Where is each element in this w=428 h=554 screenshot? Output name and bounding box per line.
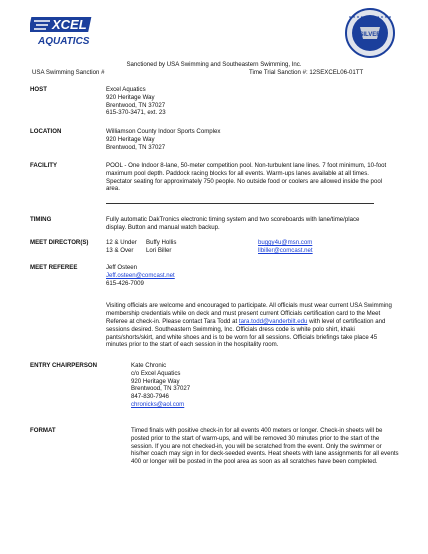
director-age-group: 12 & Under (106, 239, 137, 246)
entry-line: 847-830-7946 (131, 393, 169, 401)
officials-contact-email-link[interactable]: tara.todd@vanderbilt.edu (238, 317, 308, 325)
host-details (106, 86, 396, 117)
format-text: Timed finals with positive check-in for all events 400 meters or longer. Check-in sheets will be posted prior to the start of warm-ups, and will be removed 30 minutes prior to the start of the session. If you are not checked-in, you will be scratched from the event. Only the swimmer or his/her coach may sign in for deck-seeded events. Heat sheets with lane assignments for all events 400 or longer will be posted in the pool area as soon as all scratches have been completed. (131, 427, 399, 466)
entry-line: 920 Heritage Way (131, 377, 180, 385)
director-name: Lori Biller (146, 247, 172, 254)
meet-directors-label: MEET DIRECTOR(S) (30, 239, 89, 246)
entry-chairperson-details (131, 362, 331, 409)
meet-referee-label: MEET REFEREE (30, 264, 78, 271)
entry-line: c/o Excel Aquatics (131, 369, 181, 377)
facility-label: FACILITY (30, 162, 58, 169)
host-line: 615-370-3471, ext. 23 (106, 109, 166, 117)
officials-text: Visiting officials are welcome and encouraged to participate. All officials must wear current USA Swimming membership credentials while on deck and must present current Officials certification card to the Meet Referee at check-in. Please contact Tara Todd at (106, 302, 392, 325)
entry-email-link[interactable]: chronicks@aol.com (131, 400, 185, 408)
svg-text:XCEL: XCEL (52, 17, 87, 32)
director-email-link[interactable]: buggy4u@msn.com (258, 239, 313, 246)
sanction-line: Sanctioned by USA Swimming and Southeastern Swimming, Inc. (126, 61, 302, 68)
svg-text:AQUATICS: AQUATICS (38, 36, 90, 47)
facility-text: POOL - One Indoor 8-lane, 50-meter competition pool. Non-turbulent lane lines. 7 foot minimum, 10-foot maximum pool depth. Paddock racing blocks for all events. Warm-ups lanes available at all times. Spectator seating for approximately 750 people. No outside food or coolers are allowed inside the pool area. (106, 162, 387, 193)
director-email-link[interactable]: llbiller@comcast.net (258, 247, 313, 254)
location-line: Brentwood, TN 37027 (106, 143, 166, 151)
svg-text:SILVER: SILVER (359, 32, 381, 38)
entry-line: Kate Chronic (131, 362, 167, 369)
referee-details (106, 264, 394, 349)
host-line: 920 Heritage Way (106, 93, 155, 101)
divider-line (106, 203, 374, 204)
host-label: HOST (30, 86, 47, 93)
entry-line: Brentwood, TN 37027 (131, 385, 191, 393)
format-label: FORMAT (30, 427, 56, 434)
entry-chairperson-label: ENTRY CHAIRPERSON (30, 362, 98, 369)
location-line: 920 Heritage Way (106, 135, 155, 143)
location-line: Williamson County Indoor Sports Complex (106, 128, 221, 135)
excel-aquatics-logo (30, 14, 94, 48)
director-row (106, 239, 396, 247)
silver-medal-badge (341, 7, 399, 59)
director-age-group: 13 & Over (106, 247, 134, 254)
referee-email-link[interactable]: Jeff.osteen@comcast.net (106, 271, 175, 279)
host-line: Excel Aquatics (106, 86, 146, 93)
timing-label: TIMING (30, 216, 52, 223)
meet-directors-table (106, 239, 396, 255)
officials-text: with level of certification and sessions desired. Southeastern Swimming, Inc. Officials dress code is white polo shirt, khaki pants/shorts/skirt, and white shoes and is to be worn for all sessions. Officials briefings take place 45 minutes prior to the start of each session in the hospitality room. (106, 317, 386, 349)
host-line: Brentwood, TN 37027 (106, 101, 166, 109)
referee-name: Jeff Osteen (106, 264, 138, 271)
location-details (106, 128, 396, 151)
referee-phone: 615-426-7009 (106, 279, 144, 287)
time-trial-sanction: Time Trial Sanction #: 12SEXCEL06-01TT (249, 69, 364, 76)
officials-paragraph (106, 302, 394, 349)
usa-sanction-number: USA Swimming Sanction # (32, 69, 105, 76)
location-label: LOCATION (30, 128, 62, 135)
director-row (106, 247, 396, 255)
director-name: Buffy Hollis (146, 239, 177, 246)
timing-text: Fully automatic DakTronics electronic timing system and two scoreboards with lane/time/place display. Button and manual watch backup. (106, 216, 360, 231)
